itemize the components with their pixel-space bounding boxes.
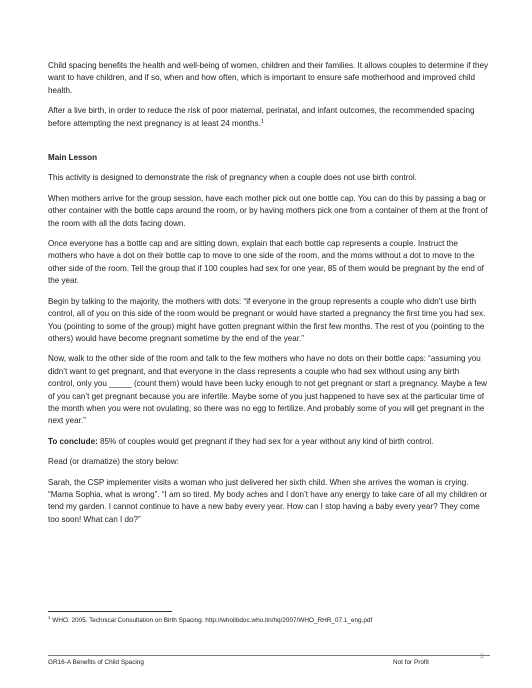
body-text [48, 60, 488, 534]
footnote [48, 616, 488, 625]
conclusion-text: 85% of couples would get pregnant if they had sex for a year without any kind of birth control. [97, 436, 434, 446]
conclusion-paragraph [48, 436, 488, 448]
story-intro: Read (or dramatize) the story below: [48, 457, 179, 467]
page-number: 3 [480, 653, 484, 660]
section-heading-main-lesson: Main Lesson [48, 153, 98, 163]
footnote-reference[interactable]: 1 [260, 117, 264, 124]
intro-paragraph-1: Child spacing benefits the health and well-being of women, children and their families. It allows couples to determine if they want to have children, and if so, when and how often, which is important to ensure safe motherhood and improved child health. [48, 61, 489, 95]
footer-notice: Not for Profit [393, 659, 429, 666]
main-lesson-paragraph-2: When mothers arrive for the group session, have each mother pick out one bottle cap. You can do this by passing a bag or other container with the bottle caps around the room, or by having mothers pick one from a container of them at the front of the room with all the dots facing down. [48, 193, 488, 228]
footer-document-title: GR16-A Benefits of Child Spacing [48, 659, 144, 666]
story-paragraph: Sarah, the CSP implementer visits a woman who just delivered her sixth child. When she arrives the woman is crying. “Mama Sophia, what is wrong”. “I am so tired. My body aches and I don’t have any energy to take care of all my children or tend my garden. I cannot continue to have a new baby every year. How can I stop having a baby every year? They come too soon! What can I do?” [48, 477, 488, 524]
footnote-divider [48, 611, 172, 612]
conclusion-label: To conclude: [48, 436, 98, 446]
footnote-marker: 1 [48, 614, 51, 620]
intro-paragraph-2-text: After a live birth, in order to reduce the risk of poor maternal, perinatal, and infant outcomes, the recommended spacing before attempting the next pregnancy is at least 24 months. [48, 106, 475, 128]
footer-divider [48, 655, 490, 656]
main-lesson-paragraph-5: Now, walk to the other side of the room and talk to the few mothers who have no dots on their bottle caps: “assuming you didn’t want to get pregnant, and that everyone in the class represents a couple who had sex without using any birth control, only you _____ (count them) would have been lucky enough to not get pregnant or start a pregnancy. Maybe a few of you can’t get pregnant because you are infertile. Maybe some of you just happened to have sex at the particular time of the month when you were not ovulating, so there was no egg to fertilize. And probably some of you will get pregnant in the next year.” [48, 354, 487, 426]
main-lesson-paragraph-1: This activity is designed to demonstrate the risk of pregnancy when a couple does not use birth control. [48, 173, 417, 183]
footnote-text: WHO. 2005. Technical Consultation on Birth Spacing. http://wholibdoc.who.itn/hq/2007/WHO_RHR_07.1_eng.pdf [50, 617, 373, 624]
main-lesson-paragraph-3: Once everyone has a bottle cap and are sitting down, explain that each bottle cap represents a couple. Instruct the mothers who have a dot on their bottle cap to move to one side of the room, and the moms without a dot to move to the other side of the room. Tell the group that if 100 couples had sex for one year, 85 of them would be pregnant by the end of the year. [48, 239, 484, 286]
main-lesson-paragraph-4: Begin by talking to the majority, the mothers with dots: “if everyone in the group represents a couple who didn’t use birth control, all of you on this side of the room would be pregnant or would have started a pregnancy the first time you had sex. You (pointing to some of the group) might have gotten pregnant within the first few months. The rest of you (pointing to the others) would have become pregnant sometime by the end of the year.” [48, 296, 486, 343]
intro-paragraph-2 [48, 105, 488, 130]
